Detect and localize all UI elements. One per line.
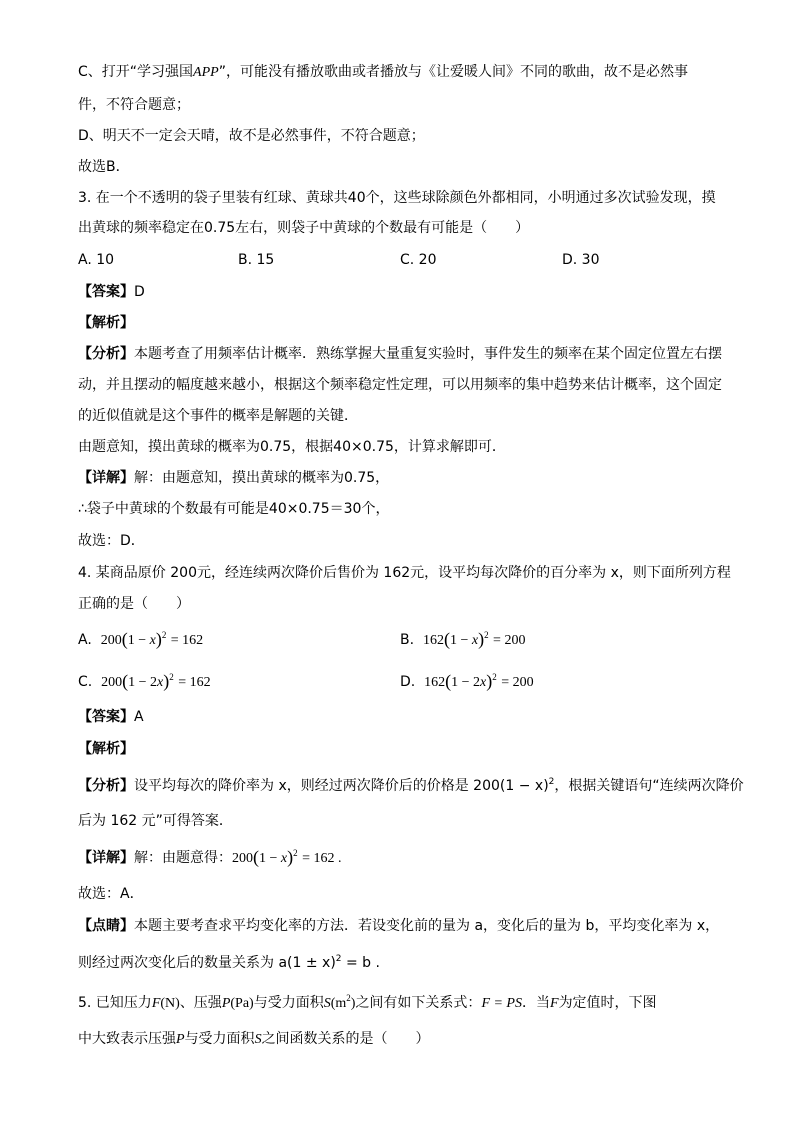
q4-option-a-label: A. (78, 632, 92, 648)
q4-option-a: A. $200(1 - x)^2 = 162$ (78, 629, 204, 649)
q4-dianjing-text2b: = b . (341, 955, 380, 971)
q5-formula: F = PS (481, 996, 522, 1011)
q5-p-unit: (Pa) (230, 996, 254, 1011)
q4-detail-text: 解：由题意得： (134, 850, 232, 866)
q4-detail-exp: 2 (293, 848, 298, 858)
q4-option-a-coef: 200 (100, 633, 122, 648)
q4-detail-label: 【详解】 (78, 850, 134, 866)
q3-fenxi-text1: 本题考查了用频率估计概率．熟练掌握大量重复实验时，事件发生的频率在某个固定位置左右摆 (134, 346, 722, 362)
q4-analysis-heading (78, 739, 134, 759)
q4-dianjing-exp: 2 (335, 954, 342, 964)
q4-option-b-var: x (471, 633, 479, 648)
q5-s-symbol-2: S (254, 1032, 262, 1047)
q3-detail-label: 【详解】 (78, 470, 134, 486)
q5-text-a: 5. 已知压力 (78, 995, 152, 1011)
q3-option-d: D. 30 (562, 252, 600, 268)
q3-analysis-label: 【解析】 (78, 315, 134, 331)
q4-option-a-exp: 2 (161, 630, 167, 640)
q4-conclusion: 故选：A． (78, 886, 144, 902)
q3-option-b: B. 15 (238, 252, 275, 268)
q4-fenxi-line1 (78, 776, 744, 796)
q4-detail-line: 【详解】解：由题意得：$200(1 - x)^2 = 162$ . (78, 847, 342, 867)
q2-option-c-explanation-line1 (78, 62, 688, 83)
q5-s-unit-exp: 2 (346, 993, 351, 1003)
q5-p-symbol: P (221, 996, 231, 1011)
q4-dianjing-label: 【点睛】 (78, 918, 134, 934)
q4-option-c-var: x (157, 675, 164, 690)
q5-text-c: 与受力面积 (253, 995, 324, 1011)
q4-answer-value: A (134, 709, 144, 725)
q4-analysis-label: 【解析】 (78, 741, 134, 757)
q4-dianjing-line2 (78, 953, 380, 973)
q5-f-symbol: F (151, 996, 161, 1011)
q4-dianjing-text1: 本题主要考查求平均变化率的方法．若设变化前的量为 a，变化后的量为 b，平均变化率为 x， (134, 918, 720, 934)
q4-option-c-rhs: = 162 (178, 675, 211, 690)
q3-fenxi-line1 (78, 344, 722, 364)
q4-detail-coef: 200 (232, 851, 253, 866)
q3-detail-line2: ∴袋子中黄球的个数最有可能是40×0.75＝30个， (78, 501, 390, 517)
q3-answer-value: D (134, 284, 145, 300)
q4-option-a-inner: 1 − (127, 633, 150, 648)
q4-option-d-exp: 2 (492, 672, 497, 682)
q2-c-text-a: C、打开“学习强国 (78, 64, 194, 80)
q5-text-h: 与受力面积 (184, 1031, 255, 1047)
q2-option-c-explanation-line2: 件，不符合题意； (78, 97, 190, 113)
q4-fenxi-exp: 2 (548, 777, 555, 787)
q4-option-d: D. $162(1 - 2x)^2 = 200$ (400, 671, 534, 691)
q4-stem-line1: 4. 某商品原价 200元，经连续两次降价后售价为 162元，设平均每次降价的百分率为 x，则下面所列方程 (78, 565, 731, 581)
q5-stem-line2 (78, 1029, 430, 1050)
q3-stem-line2: 出黄球的频率稳定在0.75左右，则袋子中黄球的个数最有可能是（ ） (78, 220, 530, 236)
q4-answer-label: 【答案】 (78, 709, 134, 725)
q3-fenxi-line4: 由题意知，摸出黄球的概率为0.75，根据40×0.75，计算求解即可． (78, 439, 506, 455)
q3-fenxi-label: 【分析】 (78, 346, 134, 362)
q4-fenxi-label: 【分析】 (78, 778, 134, 794)
q4-fenxi-text1a: 设平均每次的降价率为 x，则经过两次降价后的价格是 200(1 − x) (134, 778, 549, 794)
q5-text-b: 、压强 (179, 995, 222, 1011)
q2-option-d-explanation: D、明天不一定会天晴，故不是必然事件，不符合题意； (78, 128, 425, 144)
q4-fenxi-text1b: ，根据关键语句“连续两次降价 (554, 778, 744, 794)
q5-p-symbol-2: P (176, 1032, 185, 1047)
q3-fenxi-line3: 的近似值就是这个事件的概率是解题的关键． (78, 408, 358, 424)
q5-text-g: 中大致表示压强 (78, 1031, 176, 1047)
q3-detail-line1 (78, 468, 389, 488)
q3-stem-line1: 3. 在一个不透明的袋子里装有红球、黄球共40个，这些球除颜色外都相同，小明通过多次试验发现，摸 (78, 190, 716, 206)
q2-conclusion: 故选B． (78, 159, 130, 175)
q4-option-b-rhs: = 200 (493, 633, 526, 648)
q4-option-b-label: B. (400, 632, 415, 648)
q4-option-b-coef: 162 (422, 633, 444, 648)
q4-option-c-inner: 1 − 2 (128, 675, 158, 690)
q4-option-d-rhs: = 200 (501, 675, 534, 690)
q2-c-app: APP (193, 65, 219, 80)
q2-c-text-b: ”，可能没有播放歌曲或者播放与《让爱暖人间》不同的歌曲，故不是必然事 (218, 64, 688, 80)
q5-text-i: 之间函数关系的是（ ） (261, 1031, 430, 1047)
q4-option-a-var: x (149, 633, 156, 648)
q4-detail-rhs: = 162 . (302, 851, 342, 866)
q4-option-c-exp: 2 (169, 672, 174, 682)
q5-f-symbol-2: F (550, 996, 559, 1011)
q4-option-d-label: D. (400, 674, 416, 690)
q4-option-b-inner: 1 − (449, 633, 472, 648)
q3-conclusion: 故选：D． (78, 533, 145, 549)
q4-fenxi-line2: 后为 162 元”可得答案． (78, 813, 233, 829)
q5-s-unit-post: ) (350, 996, 356, 1011)
q3-option-c: C. 20 (400, 252, 437, 268)
q4-option-b: B. $162(1 - x)^2 = 200$ (400, 629, 526, 649)
q5-s-unit-pre: (m (330, 996, 347, 1011)
q4-option-c-coef: 200 (101, 675, 123, 690)
q3-answer (78, 282, 145, 302)
q3-analysis-heading (78, 313, 134, 333)
q5-f-unit: (N) (160, 996, 180, 1011)
q4-dianjing-line1 (78, 916, 719, 936)
q3-detail-text1: 解：由题意知，摸出黄球的概率为0.75， (134, 470, 390, 486)
q4-detail-inner: 1 − (259, 851, 281, 866)
q5-stem-line1 (78, 993, 657, 1014)
q4-option-d-inner: 1 − 2 (451, 675, 481, 690)
q5-s-symbol: S (323, 996, 331, 1011)
q3-fenxi-line2: 动，并且摆动的幅度越来越小，根据这个频率稳定性定理，可以用频率的集中趋势来估计概率，这个固定 (78, 377, 722, 393)
q3-option-a: A. 10 (78, 252, 115, 268)
q5-text-e: ．当 (522, 995, 550, 1011)
q3-answer-label: 【答案】 (78, 284, 134, 300)
q4-option-c-label: C. (78, 674, 93, 690)
q5-text-d: 之间有如下关系式： (355, 995, 482, 1011)
q4-option-b-exp: 2 (484, 630, 489, 640)
q4-detail-var: x (280, 851, 288, 866)
q4-option-a-rhs: = 162 (170, 633, 204, 648)
q4-option-d-var: x (480, 675, 487, 690)
q4-stem-line2: 正确的是（ ） (78, 596, 190, 612)
q4-dianjing-text2a: 则经过两次变化后的数量关系为 a(1 ± x) (78, 955, 336, 971)
q4-answer (78, 707, 144, 727)
q4-option-c: C. $200(1 - 2x)^2 = 162$ (78, 671, 211, 691)
q4-option-d-coef: 162 (424, 675, 446, 690)
q5-text-f: 为定值时，下图 (558, 995, 657, 1011)
